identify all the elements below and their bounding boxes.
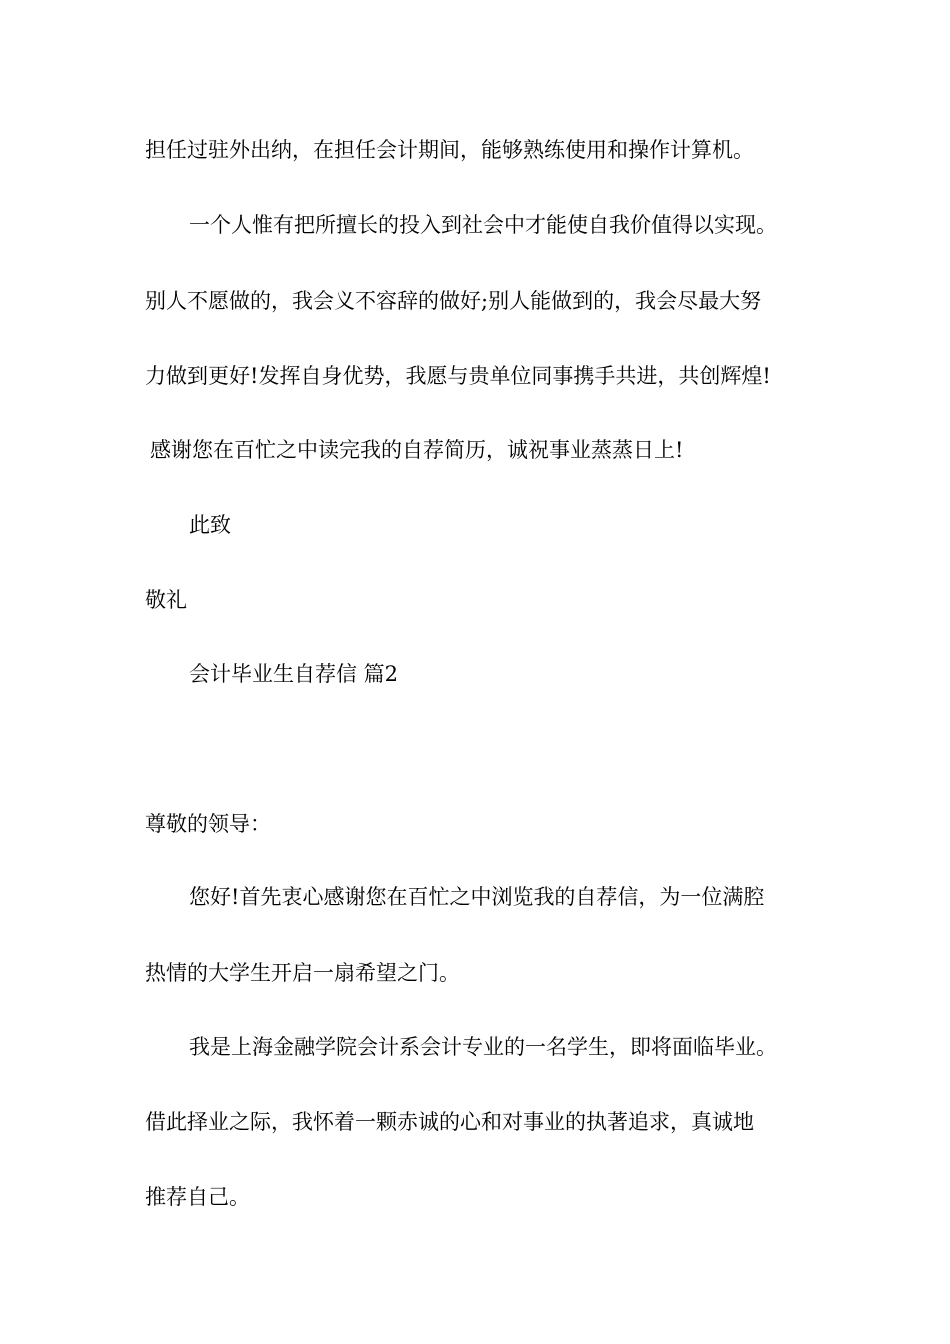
paragraph-line: 一个人惟有把所擅长的投入到社会中才能使自我价值得以实现。	[189, 213, 777, 237]
paragraph-line: 借此择业之际，我怀着一颗赤诚的心和对事业的执著追求，真诚地	[145, 1110, 754, 1134]
paragraph-line: 力做到更好!发挥自身优势，我愿与贵单位同事携手共进，共创辉煌!	[145, 364, 771, 388]
paragraph-line: 推荐自己。	[145, 1185, 250, 1209]
paragraph-line: 感谢您在百忙之中读完我的自荐简历，诚祝事业蒸蒸日上!	[150, 438, 684, 462]
paragraph-line: 别人不愿做的，我会义不容辞的做好;别人能做到的，我会尽最大努	[145, 289, 762, 313]
closing-salutation: 此致	[189, 513, 231, 537]
paragraph-line: 您好!首先衷心感谢您在百忙之中浏览我的自荐信，为一位满腔	[189, 885, 765, 909]
paragraph-line: 热情的大学生开启一扇希望之门。	[145, 961, 460, 985]
paragraph-line: 我是上海金融学院会计系会计专业的一名学生，即将面临毕业。	[189, 1035, 777, 1059]
section-title: 会计毕业生自荐信 篇2	[189, 662, 399, 686]
paragraph-line: 担任过驻外出纳，在担任会计期间，能够熟练使用和操作计算机。	[145, 138, 754, 162]
greeting: 尊敬的领导：	[145, 812, 271, 836]
closing-regards: 敬礼	[145, 588, 187, 612]
